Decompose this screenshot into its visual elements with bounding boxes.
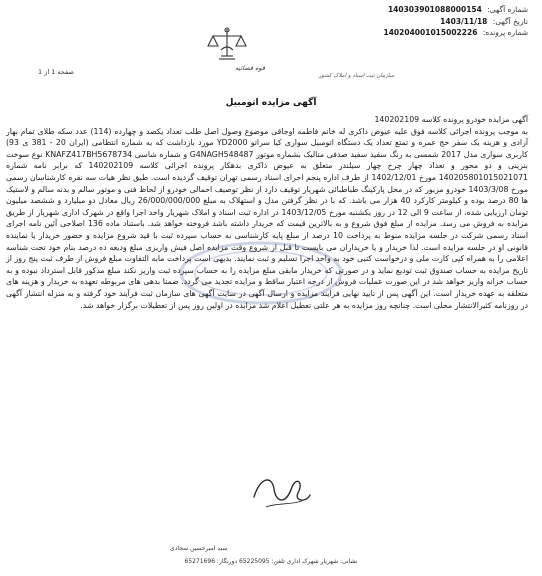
notice-body bbox=[6, 114, 528, 311]
org-name-judiciary: قوه قضائیه bbox=[235, 64, 265, 72]
notice-number: 140303901088000154 bbox=[387, 5, 482, 14]
notice-number-row bbox=[384, 4, 529, 16]
notice-date-label: تاریخ آگهی: bbox=[492, 16, 528, 26]
page-number: صفحه 1 از 1 bbox=[38, 68, 74, 76]
file-number-row bbox=[384, 27, 529, 39]
file-number: 140204001015002226 bbox=[383, 28, 478, 37]
footer-address: نشانی: شهریار شهرک اداری تلفن: 65225095 دورنگار: 65271696 bbox=[184, 558, 358, 565]
notice-subject: آگهی مزایده خودرو پرونده کلاسه 140202109 bbox=[374, 115, 528, 124]
file-number-label: شماره پرونده: bbox=[482, 28, 528, 37]
notice-number-label: شماره آگهی: bbox=[487, 5, 528, 14]
signatory-name: سید امیرحسین سجادی bbox=[170, 545, 228, 552]
judiciary-emblem-icon bbox=[205, 26, 249, 64]
notice-paragraph: به موجب پرونده اجرائی کلاسه فوق علیه عیوض ذاکری له خانم فاطمه اوجاقی موضوع وصول اصل طلب تعداد یکصد و چهارده (114) عدد سکه طلای تمام بهار آزادی و هزینه یک سفر حج عمره و تمتع تعداد یک دستگاه اتومبیل سواری کیا سراتو YD2000 مورد بازداشت که به شماره انتظامی (ایران 20 - 381 ی 93) کاربری سواری مدل 2017 شمسی به رنگ سفید سفید صدفی متالیک بشماره موتور G4NAGH548487 و شماره شاسی KNAFZ417BH5678734 نوع سوخت بنزینی و دو محور و تعداد چهار چرخ چهار سیلندر متعلق به عیوض ذاکری بدهکار پرونده اجرائی کلاسه 140202109 که برابر نامه شماره 140205801015021071 مورخ 1402/12/01 از طرف اداره پنجم اجرای اسناد رسمی تهران توقیف گردیده است. طبق نظر هیات سه نفره کارشناسان رسمی مورخ 1403/3/08 خودرو مزبور که در محل پارکینگ طباطبائی شهریار توقیف دارد از نظر توصیف احمالی خودرو از لحاظ فنی و موتور سالم و بدنه سالم و لاستیک ها 80 درصد بوده و کیلومتر کارکرد 40 هزار می باشد. که با در نظر گرفتن مدل و استهلاک به مبلغ 26/000/000/000 ریال معادل دو میلیارد و ششصد میلیون تومان ارزیابی شده، از ساعت 9 الی 12 در روز یکشنبه مورخ 1403/12/05 در اداره ثبت اسناد و املاک شهریار واحد اجرا واقع در شهرک اداری شهریار از طریق مزایده به فروش می رسد. مزایده از مبلغ فوق شروع و به بالاترین قیمت که خریدار داشته باشد فروخته خواهد شد. باستناد ماده 136 اصلاحی آئین نامه اجرای اسناد رسمی شرکت در جلسه مزایده منوط به پرداخت 10 درصد از مبلغ پایه کارشناسی به حساب سپرده ثبت با قید شروع مزایده و حضور خریدار یا نماینده قانونی او در جلسه مزایده است. لذا خریدار و یا خریداران می بایست تا قبل از شروع وقت مزایده اصل فیش واریزی مبلغ ودیعه ده درصد بنام خود تحت شناسه اعلامی را به همراه کپی کارت ملی و درخواست کتبی خود به واحد اجرا تسلیم و ثبت نمایند. بدیهی است پرداخت مابه التفاوت مبلغ فروش از طرف ثبت پنج روز از تاریخ مزایده به حساب صندوق ثبت تودیع نماید و در صورتی که خریدار مابقی مبلغ مزایده را به حساب سپرده ثبت واریز نکند مبلغ مذکور قابل استرداد نبوده و به حساب خزانه واریز خواهد شد در این صورت عملیات فروش از درجه اعتبار ساقط و مزایده تجدید می گردد. ضمنا بدهی های مربوطه تعهده به خریدار و هزینه های متعلقه به عهده خریدار است. این آگهی پس از تایید نهایی فرایند مزایده و ارسال آگهی در سایت آگهی های سازمان ثبت فرآیند خود گرفته و به منزله انتشار آگهی در روزنامه کثیرالانتشار محلی است. چنانچه روز مزایده به هر علتی تعطیل اعلام شد مزایده در اولین روز پس از تعطیلات برگزار خواهد شد. bbox=[6, 126, 529, 310]
document-title: آگهی مزایده اتومبیل bbox=[225, 98, 317, 108]
org-name-registry: سازمان ثبت اسناد و املاک کشور bbox=[318, 73, 394, 79]
signature-icon bbox=[246, 467, 316, 517]
notice-meta bbox=[384, 4, 529, 39]
notice-date-row bbox=[384, 16, 529, 28]
notice-date: 1403/11/18 bbox=[440, 16, 488, 26]
